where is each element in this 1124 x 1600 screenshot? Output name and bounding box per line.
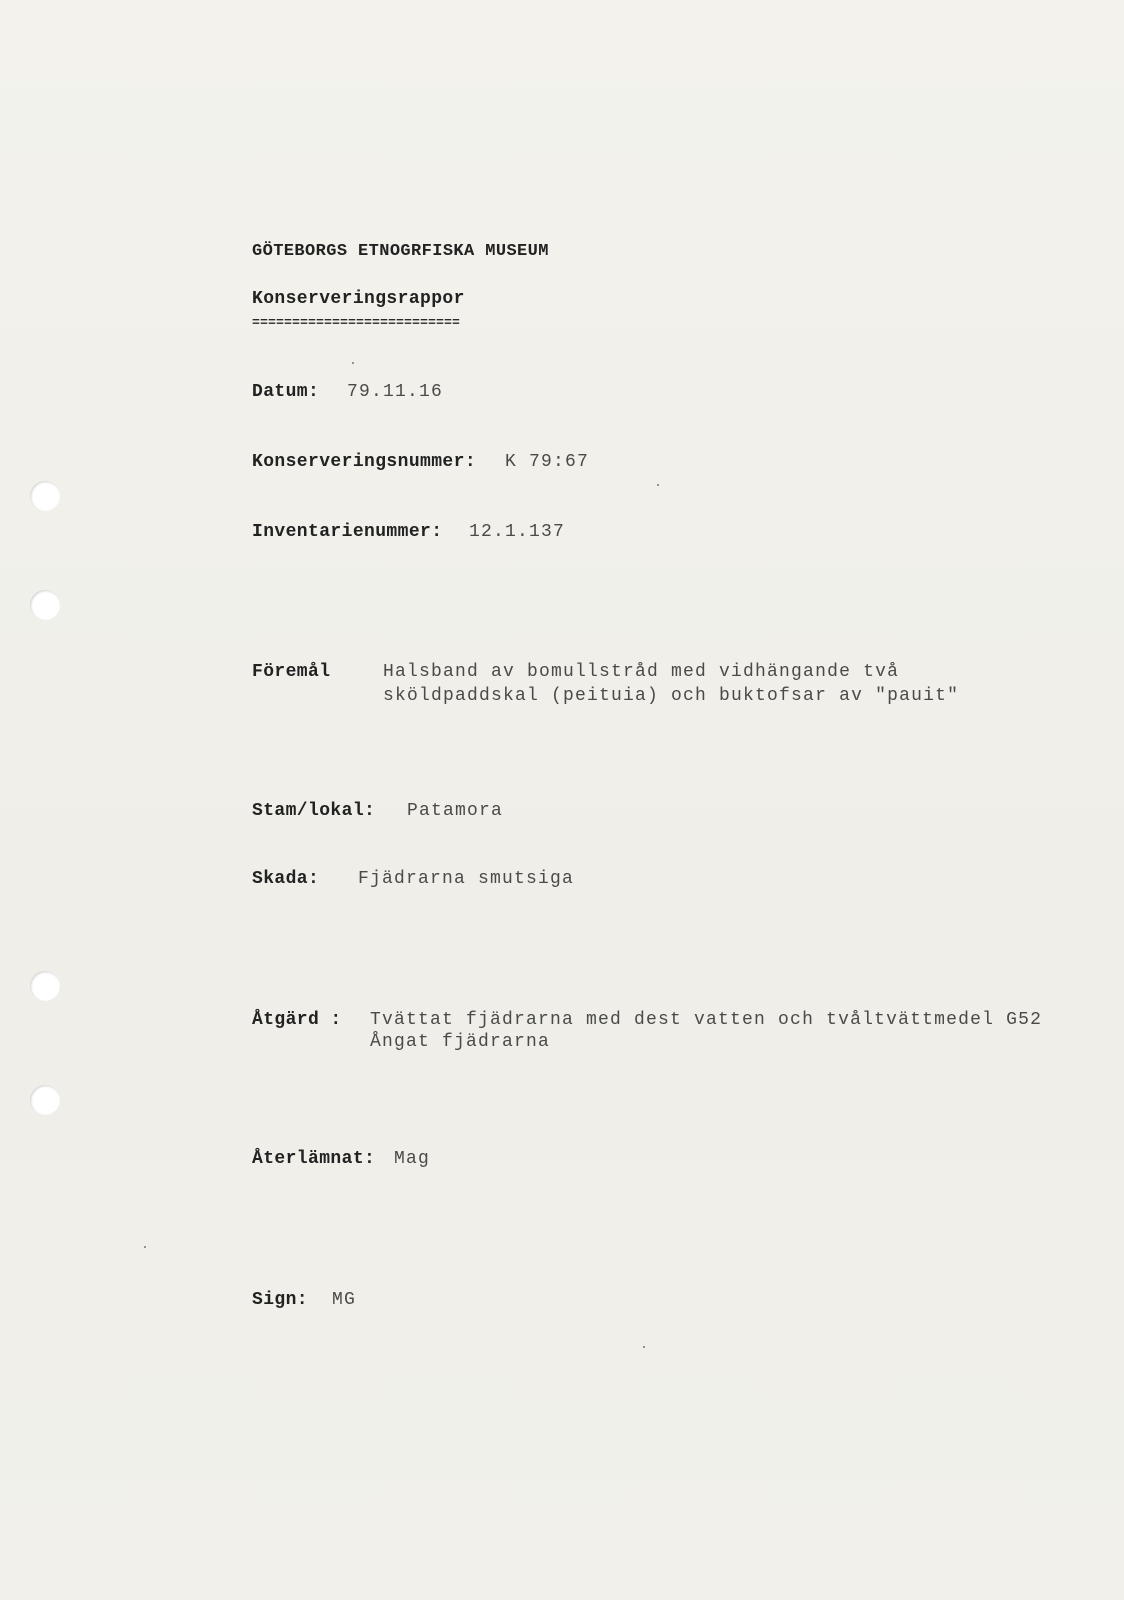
stam-lokal-label: Stam/lokal: xyxy=(252,801,376,821)
punch-hole xyxy=(30,1085,60,1115)
institution-name: GÖTEBORGS ETNOGRFISKA MUSEUM xyxy=(252,242,549,261)
paper-speck xyxy=(643,1346,645,1348)
datum-label: Datum: xyxy=(252,382,320,402)
paper-speck xyxy=(657,484,659,486)
konserveringsnummer-label: Konserveringsnummer: xyxy=(252,452,477,472)
konserveringsnummer-value: K 79:67 xyxy=(505,452,590,472)
punch-hole xyxy=(30,971,60,1001)
title-rule: ========================== xyxy=(252,315,461,330)
datum-value: 79.11.16 xyxy=(347,382,444,402)
paper-speck xyxy=(352,362,354,364)
paper-speck xyxy=(144,1246,146,1248)
skada-value: Fjädrarna smutsiga xyxy=(358,869,575,889)
foremal-value-line2: sköldpaddskal (peituia) och buktofsar av "pauit" xyxy=(383,686,960,706)
inventarienummer-value: 12.1.137 xyxy=(469,522,566,542)
aterlamnat-value: Mag xyxy=(394,1149,431,1169)
atgard-value-line1: Tvättat fjädrarna med dest vatten och tvåltvättmedel G52 xyxy=(370,1010,1043,1030)
punch-hole xyxy=(30,590,60,620)
aterlamnat-label: Återlämnat: xyxy=(252,1149,376,1169)
sign-label: Sign: xyxy=(252,1290,309,1310)
foremal-value-line1: Halsband av bomullstråd med vidhängande två xyxy=(383,662,900,682)
atgard-value-line2: Ångat fjädrarna xyxy=(370,1032,551,1052)
stam-lokal-value: Patamora xyxy=(407,801,504,821)
skada-label: Skada: xyxy=(252,869,320,889)
report-title: Konserveringsrappor xyxy=(252,289,465,309)
sign-value: MG xyxy=(332,1290,357,1310)
atgard-label: Åtgärd : xyxy=(252,1010,342,1030)
inventarienummer-label: Inventarienummer: xyxy=(252,522,443,542)
foremal-label: Föremål xyxy=(252,662,331,682)
punch-hole xyxy=(30,481,60,511)
